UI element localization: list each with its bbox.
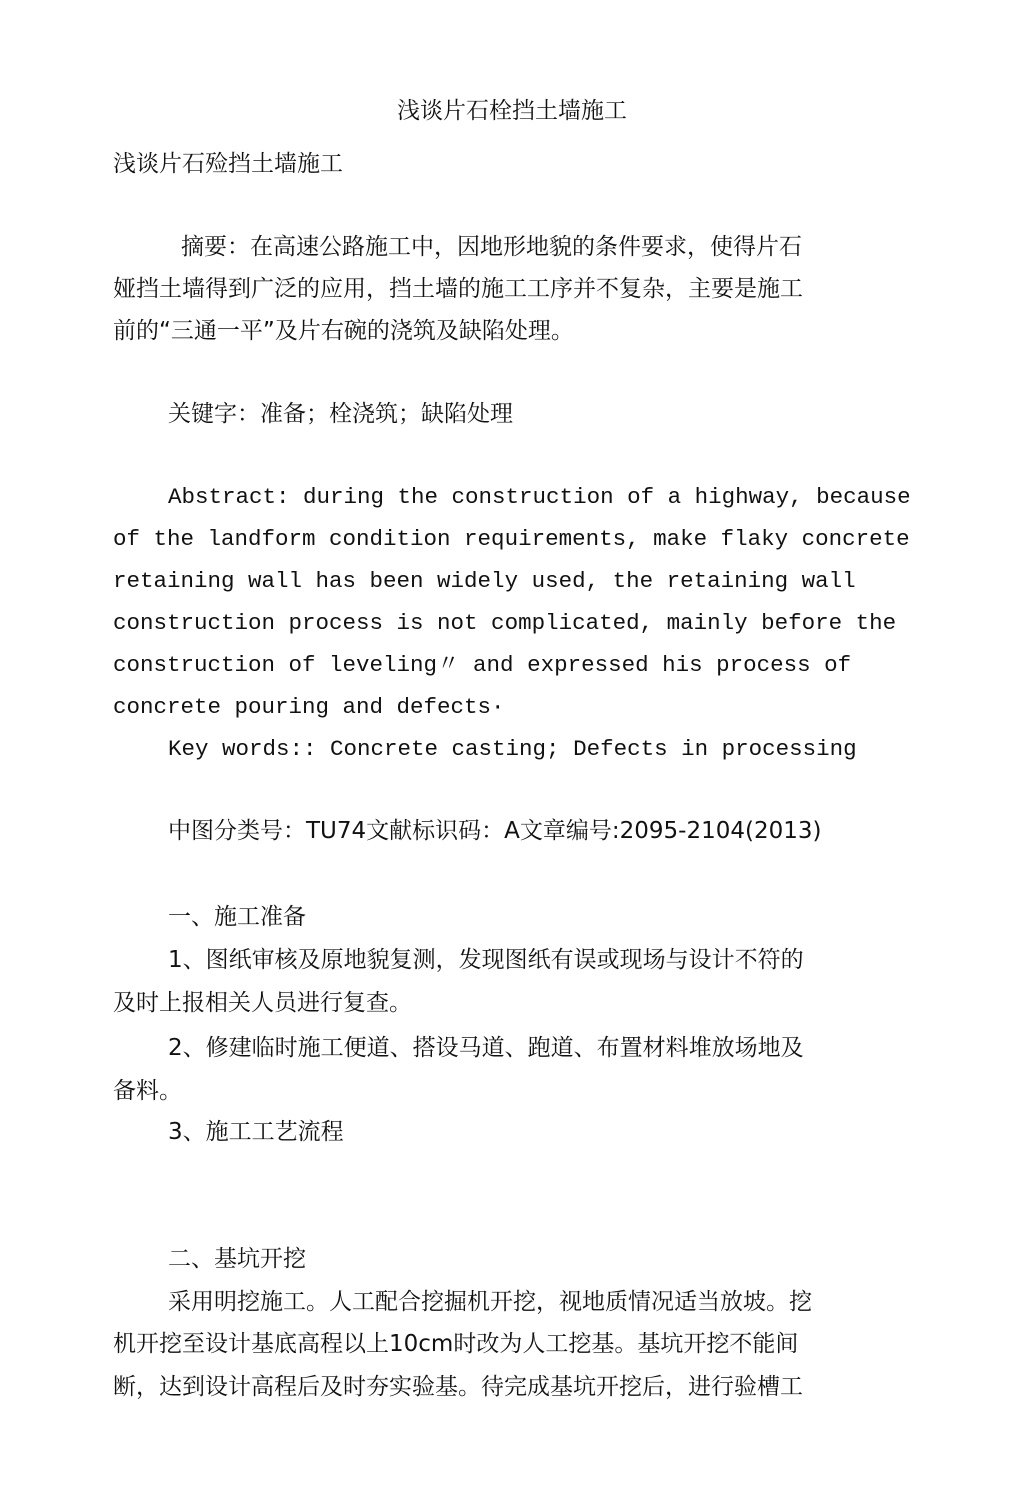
section-heading: 一、施工准备	[168, 904, 306, 930]
list-item: 3、施工工艺流程	[168, 1119, 344, 1145]
classification-line: 中图分类号：TU74文献标识码：A文章编号:2095-2104(2013)	[168, 818, 822, 844]
section-heading: 二、基坑开挖	[168, 1246, 306, 1272]
paragraph-line: 断，达到设计高程后及时夯实验基。待完成基坑开挖后，进行验槽工	[113, 1374, 803, 1400]
keywords-en: Key words:: Concrete casting; Defects in processing	[168, 736, 857, 762]
abstract-en-line: of the landform condition requirements, make flaky concrete	[113, 526, 910, 552]
abstract-en-line: concrete pouring and defects·	[113, 694, 505, 720]
paragraph-line: 机开挖至设计基底高程以上10cm时改为人工挖基。基坑开挖不能间	[113, 1331, 799, 1357]
list-item-continuation: 及时上报相关人员进行复查。	[113, 990, 412, 1016]
document-title: 浅谈片石栓挡土墙施工	[397, 98, 627, 124]
list-item: 2、修建临时施工便道、搭设马道、跑道、布置材料堆放场地及	[168, 1035, 804, 1061]
abstract-en-line: construction of leveling〃 and expressed his process of	[113, 652, 852, 678]
keywords-cn: 关键字：准备；栓浇筑；缺陷处理	[168, 401, 513, 427]
abstract-en-line: retaining wall has been widely used, the retaining wall	[113, 568, 856, 594]
document-subtitle: 浅谈片石殓挡土墙施工	[113, 151, 343, 177]
abstract-cn-line: 前的“三通一平”及片右碗的浇筑及缺陷处理。	[113, 318, 574, 344]
abstract-cn-line: 娅挡土墙得到广泛的应用，挡土墙的施工工序并不复杂，主要是施工	[113, 276, 803, 302]
paragraph-line: 采用明挖施工。人工配合挖掘机开挖，视地质情况适当放坡。挖	[168, 1289, 812, 1315]
abstract-en-line: Abstract: during the construction of a highway, because	[168, 484, 911, 510]
abstract-cn-line: 摘要：在高速公路施工中，因地形地貌的条件要求，使得片石	[181, 234, 802, 260]
list-item: 1、图纸审核及原地貌复测，发现图纸有误或现场与设计不符的	[168, 947, 804, 973]
list-item-continuation: 备料。	[113, 1078, 182, 1104]
abstract-en-line: construction process is not complicated, mainly before the	[113, 610, 897, 636]
